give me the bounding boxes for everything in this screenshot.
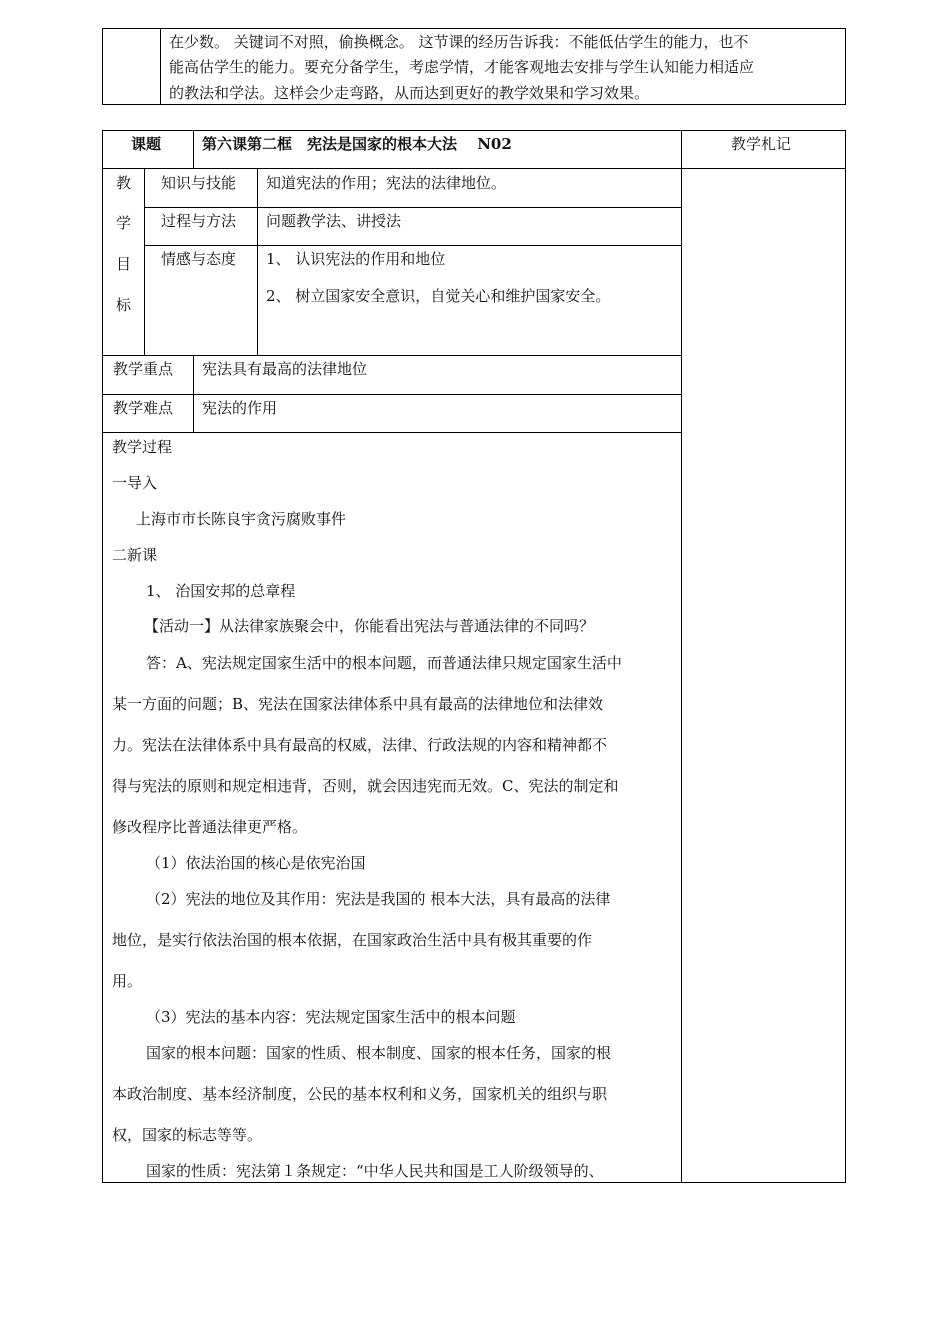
section-1-heading: 1、 治国安邦的总章程 bbox=[146, 582, 296, 600]
objective-knowledge-label: 知识与技能 bbox=[161, 174, 237, 192]
nature-line: 国家的性质：宪法第１条规定：“中华人民共和国是工人阶级领导的、 bbox=[146, 1162, 604, 1180]
activity-one: 【活动一】从法律家族聚会中，你能看出宪法与普通法律的不同吗？ bbox=[144, 617, 595, 635]
objective-attitude-label: 情感与态度 bbox=[161, 250, 237, 268]
difficulty-label: 教学难点 bbox=[113, 399, 174, 417]
point-1: （1）依法治国的核心是依宪治国 bbox=[146, 854, 366, 872]
objective-attitude-value-2: 2、 树立国家安全意识，自觉关心和维护国家安全。 bbox=[266, 287, 611, 305]
new-lesson-heading: 二新课 bbox=[112, 546, 158, 564]
row-line-obj-1 bbox=[144, 207, 682, 208]
objective-process-value: 问题教学法、讲授法 bbox=[266, 212, 402, 230]
answer-line-3: 力。宪法在法律体系中具有最高的权威，法律、行政法规的内容和精神都不 bbox=[112, 736, 608, 754]
col-line-obj-label bbox=[257, 168, 258, 355]
answer-line-5: 修改程序比普通法律更严格。 bbox=[112, 818, 308, 836]
objectives-label-4: 标 bbox=[116, 296, 132, 314]
row-line-obj-end bbox=[102, 355, 682, 356]
answer-line-4: 得与宪法的原则和规定相违背，否则，就会因违宪而无效。C、宪法的制定和 bbox=[112, 777, 619, 795]
row-line-header bbox=[102, 168, 846, 169]
process-title: 教学过程 bbox=[112, 438, 173, 456]
col-line-topic bbox=[193, 130, 194, 168]
point-2-line-2: 地位，是实行依法治国的根本依据，在国家政治生活中具有极其重要的作 bbox=[112, 931, 593, 949]
top-table-line-1: 在少数。 关键词不对照，偷换概念。 这节课的经历告诉我：不能低估学生的能力，也不 bbox=[169, 33, 749, 51]
top-table-line-2: 能高估学生的能力。要充分备学生，考虑学情，才能客观地去安排与学生认知能力相适应 bbox=[169, 58, 755, 76]
top-table-line-3: 的教法和学法。这样会少走弯路，从而达到更好的教学效果和学习效果。 bbox=[169, 84, 650, 102]
objective-attitude-value-1: 1、 认识宪法的作用和地位 bbox=[266, 250, 446, 268]
basic-line-2: 本政治制度、基本经济制度，公民的基本权利和义务，国家机关的组织与职 bbox=[112, 1085, 608, 1103]
basic-line-1: 国家的根本问题：国家的性质、根本制度、国家的根本任务，国家的根 bbox=[146, 1044, 612, 1062]
objectives-label-3: 目 bbox=[116, 255, 132, 273]
key-point-value: 宪法具有最高的法律地位 bbox=[202, 360, 368, 378]
difficulty-value: 宪法的作用 bbox=[202, 399, 278, 417]
key-point-label: 教学重点 bbox=[113, 360, 174, 378]
intro-text: 上海市市长陈良宇贪污腐败事件 bbox=[136, 510, 347, 528]
col-line-key bbox=[193, 355, 194, 432]
col-line-notes bbox=[681, 130, 682, 1183]
row-line-diff bbox=[102, 432, 682, 433]
topic-label: 课题 bbox=[131, 135, 162, 153]
row-line-key bbox=[102, 394, 682, 395]
objectives-label-1: 教 bbox=[116, 174, 132, 192]
objective-process-label: 过程与方法 bbox=[161, 212, 237, 230]
top-table-divider bbox=[160, 28, 161, 105]
point-2-line-3: 用。 bbox=[112, 972, 143, 990]
notes-label: 教学札记 bbox=[731, 135, 792, 153]
answer-line-1: 答：A、宪法规定国家生活中的根本问题，而普通法律只规定国家生活中 bbox=[146, 654, 622, 672]
intro-heading: 一导入 bbox=[112, 474, 158, 492]
answer-line-2: 某一方面的问题；B、宪法在国家法律体系中具有最高的法律地位和法律效 bbox=[112, 695, 604, 713]
basic-line-3: 权，国家的标志等等。 bbox=[112, 1126, 263, 1144]
objective-knowledge-value: 知道宪法的作用；宪法的法律地位。 bbox=[266, 174, 507, 192]
row-line-obj-2 bbox=[144, 245, 682, 246]
objectives-label-2: 学 bbox=[116, 214, 132, 232]
topic-value: 第六课第二框 宪法是国家的根本大法 N02 bbox=[202, 135, 512, 153]
point-2-line-1: （2）宪法的地位及其作用：宪法是我国的 根本大法，具有最高的法律 bbox=[146, 890, 611, 908]
col-line-obj-vertical bbox=[144, 168, 145, 355]
point-3: （3）宪法的基本内容：宪法规定国家生活中的根本问题 bbox=[146, 1008, 516, 1026]
